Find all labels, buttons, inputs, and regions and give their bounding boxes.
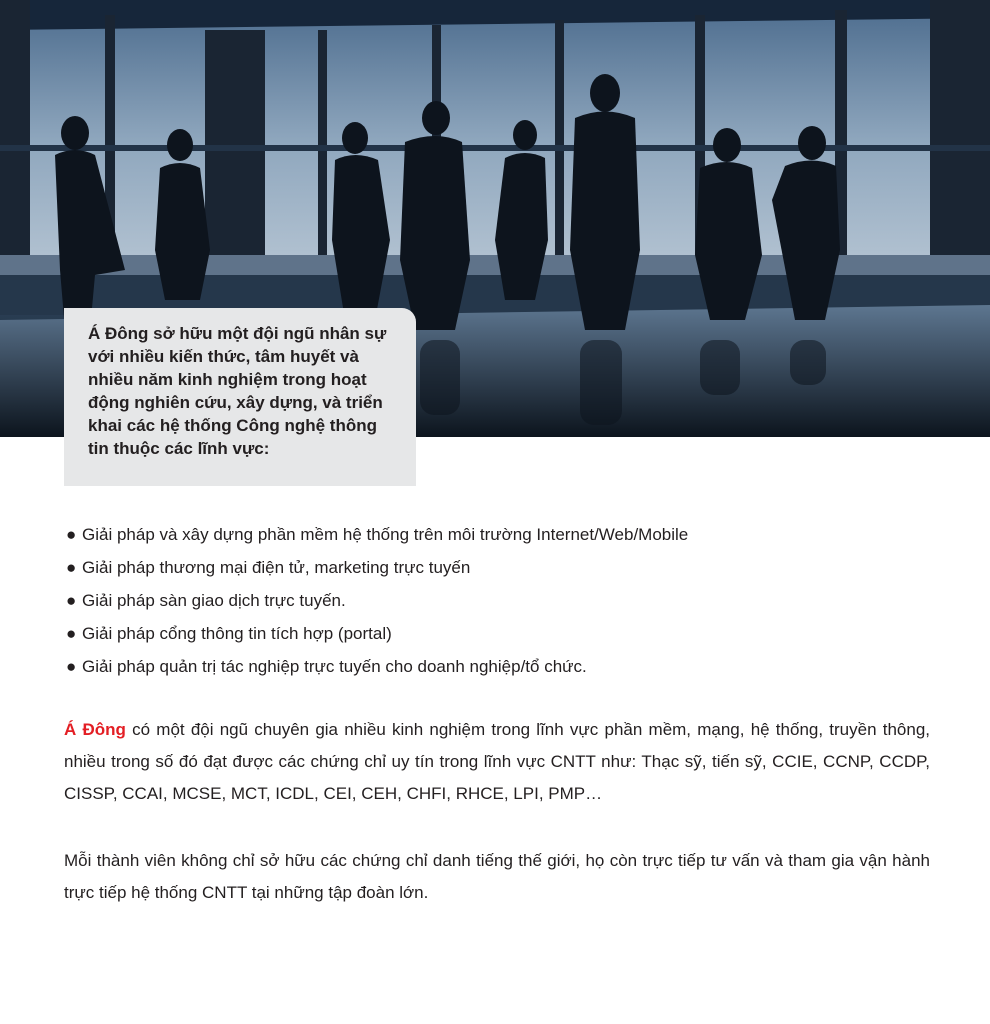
intro-callout-text: Á Đông sở hữu một đội ngũ nhân sự với nhiều kiến thức, tâm huyết và nhiều năm kinh nghiệm trong hoạt động nghiên cứu, xây dựng, và triển khai các hệ thống Công nghệ thông tin thuộc các lĩnh vực: xyxy=(88,324,387,458)
expertise-text: có một đội ngũ chuyên gia nhiều kinh nghiệm trong lĩnh vực phần mềm, mạng, hệ thống, truyền thông, nhiều trong số đó đạt được các chứng chỉ uy tín trong lĩnh vực CNTT như: Thạc sỹ, tiến sỹ, CCIE, CCNP, CCDP, CISSP, CCAI, MCSE, MCT, ICDL, CEI, CEH, CHFI, RHCE, LPI, PMP… xyxy=(64,720,930,803)
list-item: ● Giải pháp quản trị tác nghiệp trực tuyến cho doanh nghiệp/tổ chức. xyxy=(66,650,946,683)
bullet-icon: ● xyxy=(66,657,77,676)
bullet-icon: ● xyxy=(66,558,77,577)
list-item: ● Giải pháp sàn giao dịch trực tuyến. xyxy=(66,584,946,617)
list-item: ● Giải pháp và xây dựng phần mềm hệ thống trên môi trường Internet/Web/Mobile xyxy=(66,518,946,551)
members-paragraph: Mỗi thành viên không chỉ sở hữu các chứng chỉ danh tiếng thế giới, họ còn trực tiếp tư vấn và tham gia vận hành trực tiếp hệ thống CNTT tại những tập đoàn lớn. xyxy=(64,851,930,902)
list-item: ● Giải pháp cổng thông tin tích hợp (portal) xyxy=(66,617,946,650)
list-item: ● Giải pháp thương mại điện tử, marketing trực tuyến xyxy=(66,551,946,584)
bullet-icon: ● xyxy=(66,591,77,610)
intro-callout-box xyxy=(64,308,416,486)
brand-name: Á Đông xyxy=(64,720,126,739)
bullet-icon: ● xyxy=(66,525,77,544)
expertise-paragraph xyxy=(64,714,930,810)
services-list xyxy=(66,518,946,683)
bullet-icon: ● xyxy=(66,624,77,643)
